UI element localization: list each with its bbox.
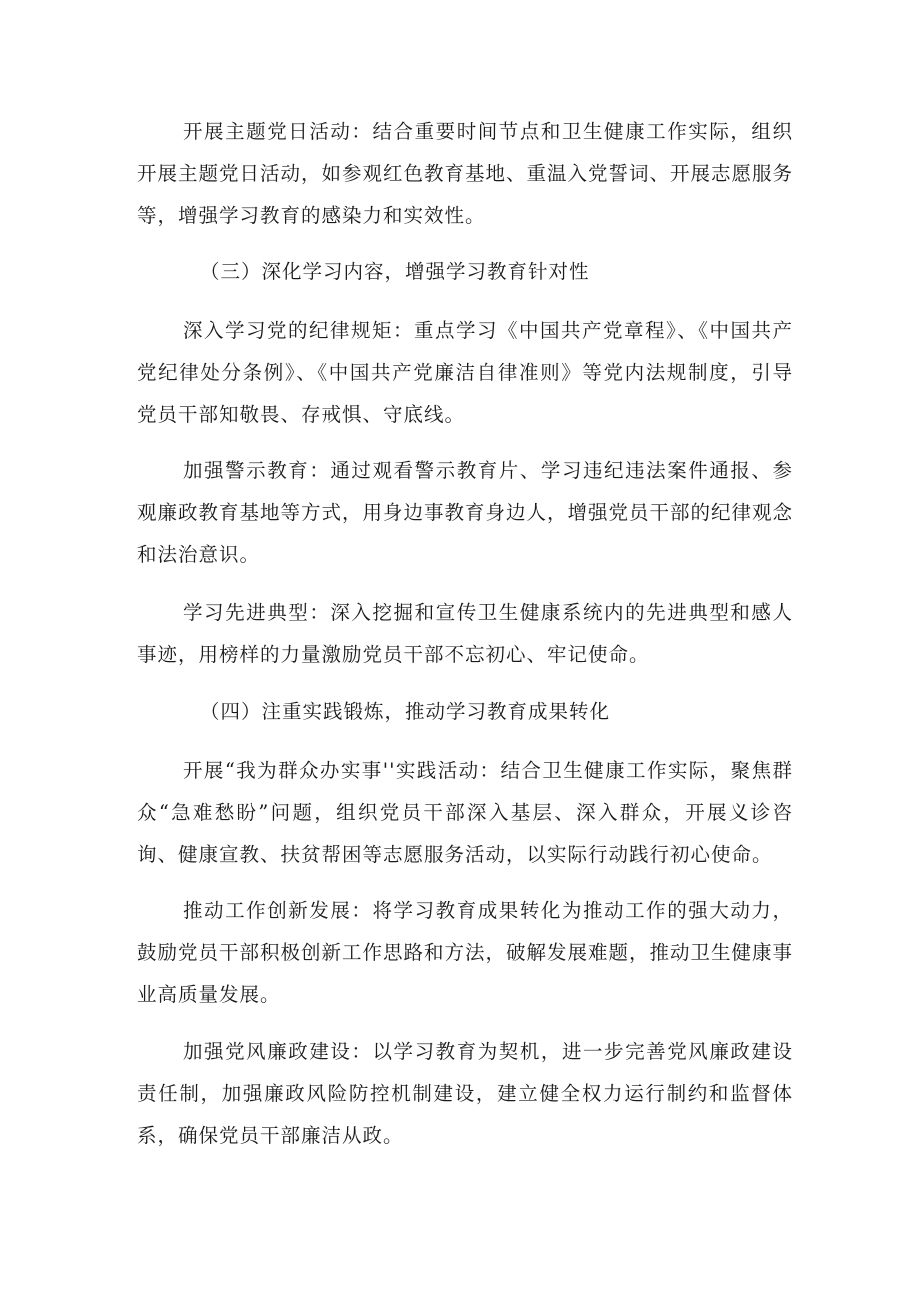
paragraph-advanced-models: 学习先进典型：深入挖掘和宣传卫生健康系统内的先进典型和感人事迹，用榜样的力量激励党员干部不忘初心、牢记使命。 — [137, 601, 793, 666]
section-heading-3: （三）深化学习内容，增强学习教育针对性 — [200, 260, 590, 283]
paragraph-clean-governance: 加强党风廉政建设：以学习教育为契机，进一步完善党风廉政建设责任制，加强廉政风险防控机制建设，建立健全权力运行制约和监督体系，确保党员干部廉洁从政。 — [137, 1040, 793, 1147]
paragraph-theme-party-day: 开展主题党日活动：结合重要时间节点和卫生健康工作实际，组织开展主题党日活动，如参观红色教育基地、重温入党誓词、开展志愿服务等，增强学习教育的感染力和实效性。 — [137, 120, 794, 227]
section-heading-4: （四）注重实践锻炼，推动学习教育成果转化 — [200, 700, 611, 723]
paragraph-warning-education: 加强警示教育：通过观看警示教育片、学习违纪违法案件通报、参观廉政教育基地等方式，用身边事教育身边人，增强党员干部的纪律观念和法治意识。 — [137, 459, 794, 566]
paragraph-innovation: 推动工作创新发展：将学习教育成果转化为推动工作的强大动力，鼓励党员干部积极创新工作思路和方法，破解发展难题，推动卫生健康事业高质量发展。 — [137, 899, 794, 1006]
paragraph-serve-the-people: 开展“我为群众办实事''实践活动：结合卫生健康工作实际，聚焦群众“急难愁盼”问题，组织党员干部深入基层、深入群众，开展义诊咨询、健康宣教、扶贫帮困等志愿服务活动，以实际行动践行初心使命。 — [137, 759, 793, 866]
paragraph-discipline-rules: 深入学习党的纪律规矩：重点学习《中国共产党章程》、《中国共产党纪律处分条例》、《中国共产党廉洁自律准则》等党内法规制度，引导党员干部知敬畏、存戒惧、守底线。 — [137, 319, 793, 426]
